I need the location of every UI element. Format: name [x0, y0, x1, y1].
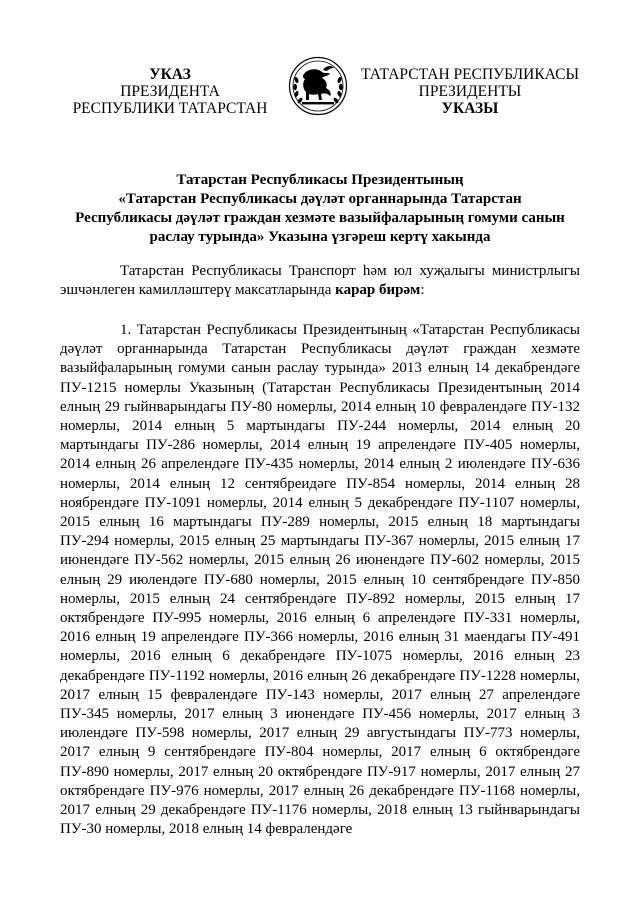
paragraph-1: 1. Татарстан Республикасы Президентының «Татарстан Республикасы дәүләт органнарында Татарстан Республикасы дәүләт граждан хезмәте вазыйфаларының гомуми санын раслау турында» 2013 елның 14 декабрендәге ПУ-1215 номерлы Указының (Татарстан Республикасы Президентының 2014 елның 29 гыйнварындагы ПУ-80 номерлы, 2014 елның 10 февралендәге ПУ-132 номерлы, 2014 елның 5 мартындагы ПУ-244 номерлы, 2014 елның 20 мартындагы ПУ-286 номерлы, 2014 елның 19 апрелендәге ПУ-405 номерлы, 2014 елның 26 апрелендәге ПУ-435 номерлы, 2014 елның 2 июлендәге ПУ-636 номерлы, 2014 елның 12 сентябреидәге ПУ-854 номерлы, 2014 елның 28 ноябрендәге ПУ-1091 номерлы, 2014 елның 5 декабрендәге ПУ-1107 номерлы, 2015 елның 16 мартындагы ПУ-289 номерлы, 2015 елның 18 мартындагы ПУ-294 номерлы, 2015 елның 25 мартындагы ПУ-367 номерлы, 2015 елның 17 июнендәге ПУ-562 номерлы, 2015 елның 26 июнендәге ПУ-602 номерлы, 2015 елның 29 июлендәге ПУ-680 номерлы, 2015 елның 10 сентябрендәге ПУ-850 номерлы, 2015 елның 24 сентябрендәге ПУ-892 номерлы, 2015 елның 17 октябрендәге ПУ-995 номерлы, 2016 елның 6 апрелендәге ПУ-331 номерлы, 2016 елның 19 апрелендәге ПУ-366 номерлы, 2016 елның 31 маендагы ПУ-491 номерлы, 2016 елның 6 декабрендәге ПУ-1075 номерлы, 2016 елның 23 декабрендәге ПУ-1192 номерлы, 2016 елның 26 декабрендәге ПУ-1228 номерлы, 2017 елның 15 февралендәге ПУ-143 номерлы, 2017 елның 27 апрелендәге ПУ-345 номерлы, 2017 елның 3 июнендәге ПУ-456 номерлы, 2017 елның 3 июлендәге ПУ-598 номерлы, 2017 елның 29 августындагы ПУ-773 номерлы, 2017 елның 9 сентябрендәге ПУ-804 номерлы, 2017 елның 6 октябрендәге ПУ-890 номерлы, 2017 елның 20 октябрендәге ПУ-917 номерлы, 2017 елның 27 октябрендәге ПУ-976 номерлы, 2017 елның 26 декабрендәге ПУ-1168 номерлы, 2017 елның 29 декабрендәге ПУ-1176 номерлы, 2018 елның 13 гыйнварындагы ПУ-30 номерлы, 2018 елның 14 февралендәге: [60, 322, 580, 838]
header-left-line3: РЕСПУБЛИКИ ТАТАРСТАН: [72, 100, 268, 117]
header-left-line1: УКАЗ: [149, 66, 191, 83]
tatarstan-coat-of-arms-icon: [288, 56, 348, 116]
preamble-end: :: [420, 282, 425, 299]
header-left-block: [70, 66, 270, 117]
preamble-text: Татарстан Республикасы Транспорт һәм юл хуҗалыгы министрлыгы эшчәнлеген камилләштерү максатларында: [60, 263, 580, 299]
header-right-line2: ПРЕЗИДЕНТЫ: [418, 83, 522, 100]
header-right-line1: ТАТАРСТАН РЕСПУБЛИКАСЫ: [361, 66, 579, 83]
document-title: [60, 171, 580, 247]
header-left-line2: ПРЕЗИДЕНТА: [120, 83, 220, 100]
title-line3: Республикасы дәүләт граждан хезмәте вазыйфаларының гомуми санын: [75, 210, 565, 226]
preamble-paragraph: [60, 262, 580, 300]
header-right-block: [360, 66, 580, 117]
preamble-bold-text: карар бирәм: [335, 282, 421, 299]
header-right-line3: УКАЗЫ: [441, 100, 499, 117]
title-line1: Татарстан Республикасы Президентының: [176, 172, 464, 188]
title-line2: «Татарстан Республикасы дәүләт органнарында Татарстан: [118, 191, 522, 207]
title-line4: раслау турында» Указына үзгәреш кертү хакында: [149, 229, 491, 245]
